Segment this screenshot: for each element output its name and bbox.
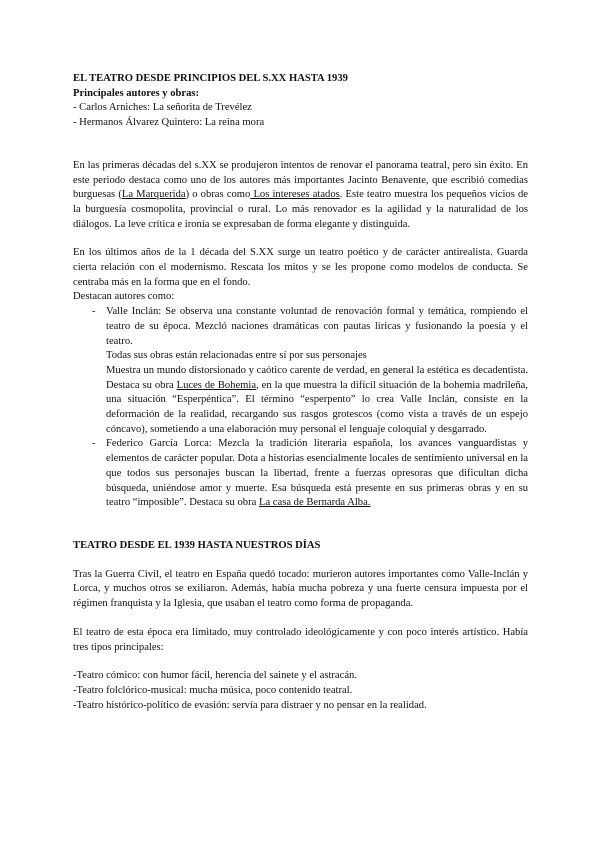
author-line-2: - Hermanos Álvarez Quintero: La reina mora xyxy=(73,117,265,129)
work-link-la-marquerida: La Marquerida xyxy=(121,189,186,201)
work-link-luces-de-bohemia: Luces de Bohemia xyxy=(176,379,257,391)
theatre-type-1: -Teatro cómico: con humor fácil, herencia del sainete y el astracán. xyxy=(73,670,357,682)
authors-heading: Principales autores y obras: xyxy=(73,87,200,99)
section-1-title: EL TEATRO DESDE PRINCIPIOS DEL S.XX HASTA 1939 xyxy=(73,73,348,84)
paragraph-teatro-epoca: El teatro de esta época era limitado, muy controlado ideológicamente y con poco interés artístico. Había tres tipos principales: xyxy=(73,626,528,653)
paragraph-teatro-poetico: En los últimos años de la 1 década del S.XX surge un teatro poético y de carácter antirealista. Guarda cierta relación con el modernismo. Rescata los mitos y se les propone como modelos de conducta. Se centraba más en la forma que en el fondo. xyxy=(73,247,528,288)
theatre-type-3: -Teatro histórico-político de evasión: servía para distraer y no pensar en la realidad. xyxy=(73,699,427,711)
work-link-la-casa-de-bernarda-alba: La casa de Bernarda Alba. xyxy=(258,497,371,509)
work-link-los-intereses-atados: Los intereses atados xyxy=(250,189,340,201)
authors-list xyxy=(73,305,528,511)
paragraph-guerra-civil: Tras la Guerra Civil, el teatro en España quedó tocado: murieron autores importantes como Valle-Inclán y Lorca, y muchos otros se exiliaron. Además, había mucha pobreza y una fuerte censura impuesta por el régimen franquista y la Iglesia, que usaban el teatro como forma de propaganda. xyxy=(73,568,528,610)
authors-intro: Destacan autores como: xyxy=(73,291,175,303)
document-page xyxy=(73,72,528,713)
author-line-1: - Carlos Arniches: La señorita de Trevélez xyxy=(73,102,252,114)
valle-paragraph-1: Valle Inclán: Se observa una constante voluntad de renovación formal y temática, rompiendo el teatro de su época. Mezcló naciones dramáticas con pautas líricas y fusionando la poesía y el teatro. xyxy=(106,306,528,347)
paragraph-benavente: En las primeras décadas del s.XX se produjeron intentos de renovar el panorama teatral, pero sin éxito. En este periodo destaca como uno de los autores más importantes Jacinto Benavente, que escribió comedias burguesas (La Marquerida) o obras como Los intereses atados. Este teatro muestra los pequeños vicios de la burguesía cosmopolita, provincial o rural. Lo más renovador es la agilidad y la naturalidad de los diálogos. La leve crítica e ironía se expresaban de forma elegante y distinguida. xyxy=(73,159,528,230)
list-item-valle-inclan: - Valle Inclán: Se observa una constante voluntad de renovación formal y temática, rompiendo el teatro de su época. Mezcló naciones dramáticas con pautas líricas y fusionando la poesía y el teatro. Todas sus obras están relacionadas entre sí por sus personajes Muestra un mundo distorsionado y caótico carente de verdad, en general la estética es decadentista. Destaca su obra Luces de Bohemia, en la que muestra la difícil situación de la bohemia madrileña, una situación “Esperpéntica”. El término “esperpento” lo crea Valle Inclán, consiste en la deformación de la realidad, recargando sus rasgos grotescos (como vista a través de un espejo cóncavo), sometiendo a una elaboración muy personal el lenguaje coloquial y desgarrado. xyxy=(73,305,528,437)
list-item-garcia-lorca: - Federico García Lorca: Mezcla la tradición literaria española, los avances vanguardistas y elementos de carácter popular. Dota a historias esencialmente locales de sentimiento universal en la que todos sus personajes buscan la libertad, frente a fuerzas opresoras que dificultan dicha búsqueda, uniéndose amor y muerte. Esa búsqueda está presente en sus primeras obras y en su teatro “imposible”. Destaca su obra La casa de Bernarda Alba. xyxy=(73,437,528,511)
section-2-title: TEATRO DESDE EL 1939 HASTA NUESTROS DÍAS xyxy=(73,539,321,551)
valle-paragraph-2: Todas sus obras están relacionadas entre sí por sus personajes xyxy=(106,350,367,362)
theatre-type-2: -Teatro folclórico-musical: mucha música, poco contenido teatral. xyxy=(73,684,353,696)
valle-paragraph-3: Muestra un mundo distorsionado y caótico carente de verdad, en general la estética es decadentista. Destaca su obra Luces de Bohemia, en la que muestra la difícil situación de la bohemia madrileña, una situación “Esperpéntica”. El término “esperpento” lo crea Valle Inclán, consiste en la deformación de la realidad, recargando sus rasgos grotescos (como vista a través de un espejo cóncavo), sometiendo a una elaboración muy personal el lenguaje coloquial y desgarrado. xyxy=(106,364,528,435)
lorca-paragraph: Federico García Lorca: Mezcla la tradición literaria española, los avances vanguardistas y elementos de carácter popular. Dota a historias esencialmente locales de sentimiento universal en la que todos sus personajes buscan la libertad, frente a fuerzas opresoras que dificultan dicha búsqueda, uniéndose amor y muerte. Esa búsqueda está presente en sus primeras obras y en su teatro “imposible”. Destaca su obra La casa de Bernarda Alba. xyxy=(106,438,528,509)
